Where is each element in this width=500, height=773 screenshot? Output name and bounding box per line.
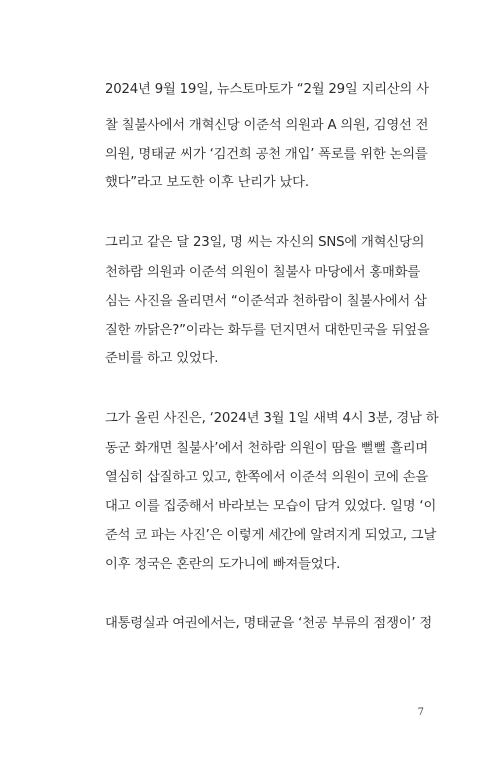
paragraph-3-line-5: 준석 코 파는 사진’은 이렇게 세간에 알려지게 되었고, 그날 — [105, 528, 437, 543]
paragraph-3-line-1: 그가 올린 사진은, ‘2024년 3월 1일 새벽 4시 3분, 경남 하 — [105, 411, 439, 426]
paragraph-1-line-3: 의원, 명태균 씨가 ‘김건희 공천 개입’ 폭로를 위한 논의를 — [105, 147, 428, 162]
paragraph-2-line-5: 준비를 하고 있었다. — [105, 351, 219, 366]
paragraph-1-line-1: 2024년 9월 19일, 뉴스토마토가 “2월 29일 지리산의 사 — [105, 82, 429, 97]
paragraph-1-line-2: 찰 칠불사에서 개혁신당 이준석 의원과 A 의원, 김영선 전 — [105, 118, 429, 133]
page-number: 7 — [417, 707, 424, 718]
paragraph-2-line-1: 그리고 같은 달 23일, 명 씨는 자신의 SNS에 개혁신당의 — [105, 235, 425, 250]
paragraph-3-line-6: 이후 정국은 혼란의 도가니에 빠져들었다. — [105, 557, 341, 572]
paragraph-1-line-4: 했다”라고 보도한 이후 난리가 났다. — [105, 175, 309, 190]
paragraph-3-line-2: 동군 화개면 칠불사’에서 천하람 의원이 땀을 뻘뻘 흘리며 — [105, 441, 429, 456]
paragraph-2-line-4: 질한 까닭은?”이라는 화두를 던지면서 대한민국을 뒤엎을 — [105, 323, 430, 338]
paragraph-2-line-3: 심는 사진을 올리면서 “이준석과 천하람이 칠불사에서 삽 — [105, 294, 427, 309]
paragraph-3-line-3: 열심히 삽질하고 있고, 한쪽에서 이준석 의원이 코에 손을 — [105, 470, 429, 485]
paragraph-3-line-4: 대고 이를 집중해서 바라보는 모습이 담겨 있었다. 일명 ‘이 — [105, 499, 437, 514]
paragraph-4-line-1: 대통령실과 여권에서는, 명태균을 ‘천공 부류의 점쟁이’ 정 — [105, 616, 433, 631]
paragraph-2-line-2: 천하람 의원과 이준석 의원이 칠불사 마당에서 홍매화를 — [105, 265, 420, 280]
